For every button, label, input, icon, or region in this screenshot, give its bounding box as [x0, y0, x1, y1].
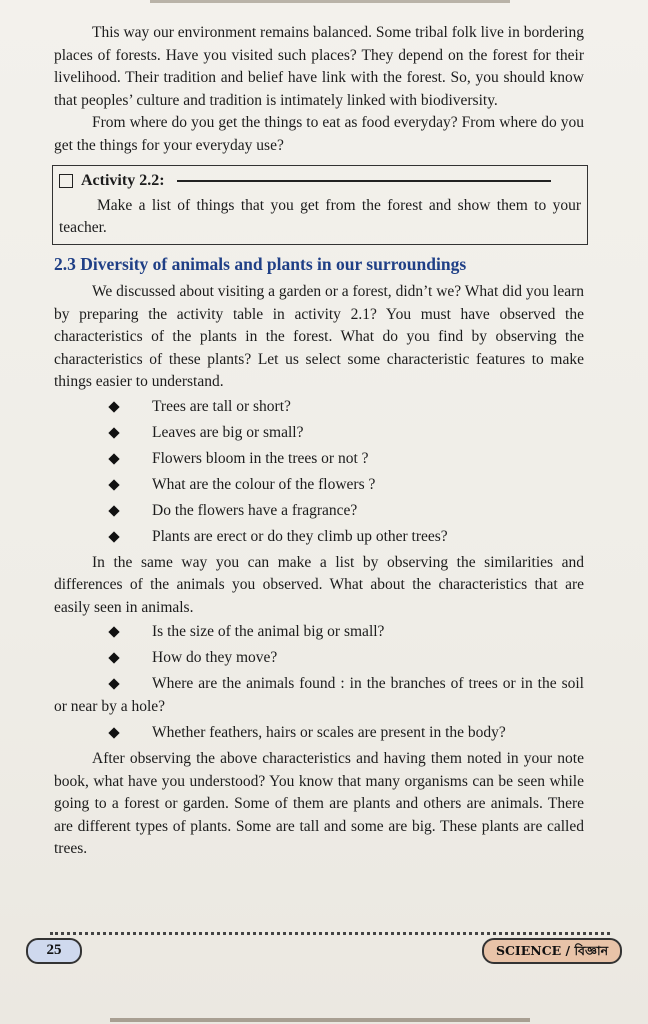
list-item: What are the colour of the flowers ? — [54, 474, 584, 496]
activity-title: Activity 2.2: — [81, 172, 165, 189]
list-item: Plants are erect or do they climb up other trees? — [54, 526, 584, 548]
diamond-bullet-icon — [108, 531, 119, 542]
diamond-bullet-icon — [108, 401, 119, 412]
diamond-bullet-icon — [108, 626, 119, 637]
diamond-bullet-icon — [108, 652, 119, 663]
list-item: Flowers bloom in the trees or not ? — [54, 448, 584, 470]
subject-badge: SCIENCE / বিজ্ঞান — [482, 938, 622, 964]
animal-characteristics-list-continued — [54, 722, 584, 744]
checkbox-square-icon — [59, 174, 73, 188]
activity-body: Make a list of things that you get from the forest and show them to your teacher. — [59, 196, 581, 236]
list-item: Whether feathers, hairs or scales are present in the body? — [54, 722, 584, 744]
activity-box — [52, 165, 588, 245]
list-item: Leaves are big or small? — [54, 422, 584, 444]
paragraph-conclusion: After observing the above characteristics and having them noted in your note book, what have you understood? You know that many organisms can be seen while going to a forest or garden. Some of them are plants and others are animals. There are different types of plants. Some are tall and some are big. These plants are called trees. — [54, 750, 584, 857]
activity-header-rule — [177, 180, 551, 182]
paragraph-environment: This way our environment remains balanced. Some tribal folk live in bordering places of forests. Have you visited such places? They depend on the forest for their livelihood. Their tradition and belief have link with the forest. So, you should know that peoples’ culture and tradition is intimately linked with biodiversity. — [54, 24, 584, 109]
animal-characteristics-list — [54, 621, 584, 669]
diamond-bullet-icon — [108, 427, 119, 438]
list-item: Is the size of the animal big or small? — [54, 621, 584, 643]
page-content — [54, 22, 584, 861]
diamond-bullet-icon — [108, 678, 119, 689]
paragraph-food-question: From where do you get the things to eat as food everyday? From where do you get the things for your everyday use? — [54, 114, 584, 154]
activity-header — [59, 170, 581, 193]
top-edge-rule — [150, 0, 510, 3]
list-item: Do the flowers have a fragrance? — [54, 500, 584, 522]
plant-characteristics-list — [54, 396, 584, 548]
diamond-bullet-icon — [108, 453, 119, 464]
page-footer — [24, 930, 624, 966]
page-number-badge: 25 — [26, 938, 82, 964]
diamond-bullet-icon — [108, 505, 119, 516]
list-item: How do they move? — [54, 647, 584, 669]
paragraph-animals-intro: In the same way you can make a list by observing the similarities and differences of the animals you observed. What about the characteristics that are easily seen in animals. — [54, 553, 584, 616]
section-heading: 2.3 Diversity of animals and plants in our surroundings — [54, 253, 467, 274]
diamond-bullet-icon — [108, 479, 119, 490]
list-item: Trees are tall or short? — [54, 396, 584, 418]
diamond-bullet-icon — [108, 727, 119, 738]
bottom-edge-rule — [110, 1018, 530, 1022]
list-item: Where are the animals found : in the branches of trees or in the soil or near by a hole? — [54, 675, 584, 715]
paragraph-plants-intro: We discussed about visiting a garden or a forest, didn’t we? What did you learn by preparing the activity table in activity 2.1? You must have observed the characteristics of the plants in the forest. What do you find by observing the characteristics of these plants? Let us select some characteristic features to make things easier to understand. — [54, 283, 584, 390]
